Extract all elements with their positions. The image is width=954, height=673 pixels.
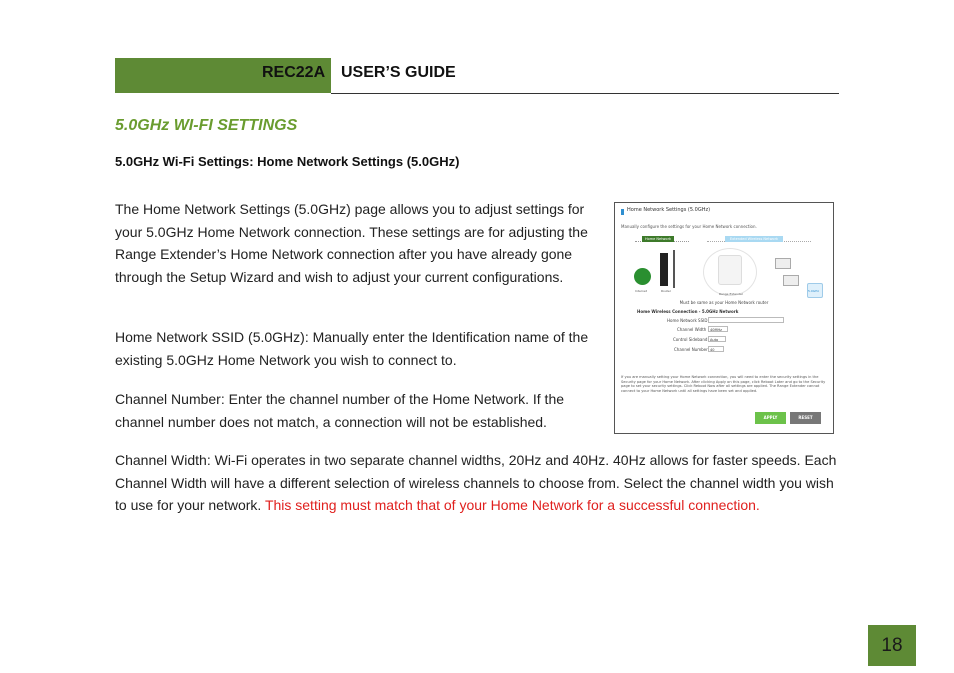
must-match-note: Must be same as your Home Network router xyxy=(679,300,769,305)
field-label: Home Network SSID xyxy=(667,318,708,323)
extended-network-tag: Extended Wireless Network xyxy=(725,236,783,242)
connection-section: Home Wireless Connection - 5.0GHz Network xyxy=(637,309,739,314)
field-label: Channel Number xyxy=(674,347,708,352)
channel-width-warning: This setting must match that of your Home Network for a successful connection. xyxy=(264,497,760,513)
page-number: 18 xyxy=(868,625,916,666)
title-marker xyxy=(621,209,624,215)
channel-width-select[interactable]: 40MHz xyxy=(708,326,728,332)
internet-caption: Internet xyxy=(635,289,647,293)
settings-screenshot xyxy=(614,202,834,434)
home-network-tag: Home Network xyxy=(642,236,674,242)
ssid-input[interactable] xyxy=(708,317,784,323)
section-title: 5.0GHz WI-FI SETTINGS xyxy=(115,117,298,134)
header-guide: USER’S GUIDE xyxy=(341,64,456,81)
paragraph-channel-width xyxy=(115,449,840,517)
channel-number-select[interactable]: 40 xyxy=(708,346,724,352)
reset-button[interactable]: RESET xyxy=(790,412,821,424)
screenshot-subtitle: Manually configure the settings for your Home Network connection. xyxy=(621,224,757,229)
subsection-title: 5.0GHz Wi-Fi Settings: Home Network Settings (5.0GHz) xyxy=(115,154,460,169)
wifi-caption: 5.0GHz xyxy=(808,289,819,293)
extender-caption: Range Extender xyxy=(719,292,744,296)
paragraph-ssid: Home Network SSID (5.0GHz): Manually enter the Identification name of the existing 5.0GHz Home Network you wish to connect to. xyxy=(115,329,589,368)
antenna-icon xyxy=(673,250,675,288)
field-label: Control Sideband xyxy=(673,337,708,342)
control-sideband-select[interactable]: Auto xyxy=(708,336,726,342)
paragraph-channel-number: Channel Number: Enter the channel number of the Home Network. If the channel number does not match, a connection will not be established. xyxy=(115,391,565,430)
router-caption: Router xyxy=(661,289,671,293)
paragraph-intro: The Home Network Settings (5.0GHz) page allows you to adjust settings for your 5.0GHz Home Network connection. These settings are for adjusting the Range Extender’s Home Network connection after you have already gone through the Setup Wizard and wish to adjust your current configurations. xyxy=(115,201,588,285)
globe-icon xyxy=(634,268,651,285)
screenshot-title: Home Network Settings (5.0GHz) xyxy=(627,207,711,213)
apply-button[interactable]: APPLY xyxy=(755,412,786,424)
settings-note: If you are manually setting your Home Network connection, you will need to enter the security settings in the Security page for your Home Network. After clicking Apply on this page, click Reboot Later and go to the Security page to set your security settings. Click Reboot Now after all settings are applied. The Range Extender cannot connect to your Home Network until all settings have been set and applied. xyxy=(621,375,826,393)
channel-width-text: Channel Width: Wi-Fi operates in two separate channel widths, 20Hz and 40Hz. 40Hz allows for faster speeds. Each Channel Width will have a different selection of wireless channels to choose from. Select the channel width you wish to use for your network. xyxy=(115,452,837,513)
laptop-icon xyxy=(775,258,791,269)
range-extender-icon xyxy=(718,255,742,285)
header-rule xyxy=(331,93,839,94)
router-icon xyxy=(660,253,668,286)
header-model: REC22A xyxy=(262,64,326,81)
field-label: Channel Width xyxy=(677,327,707,332)
laptop-icon xyxy=(783,275,799,286)
